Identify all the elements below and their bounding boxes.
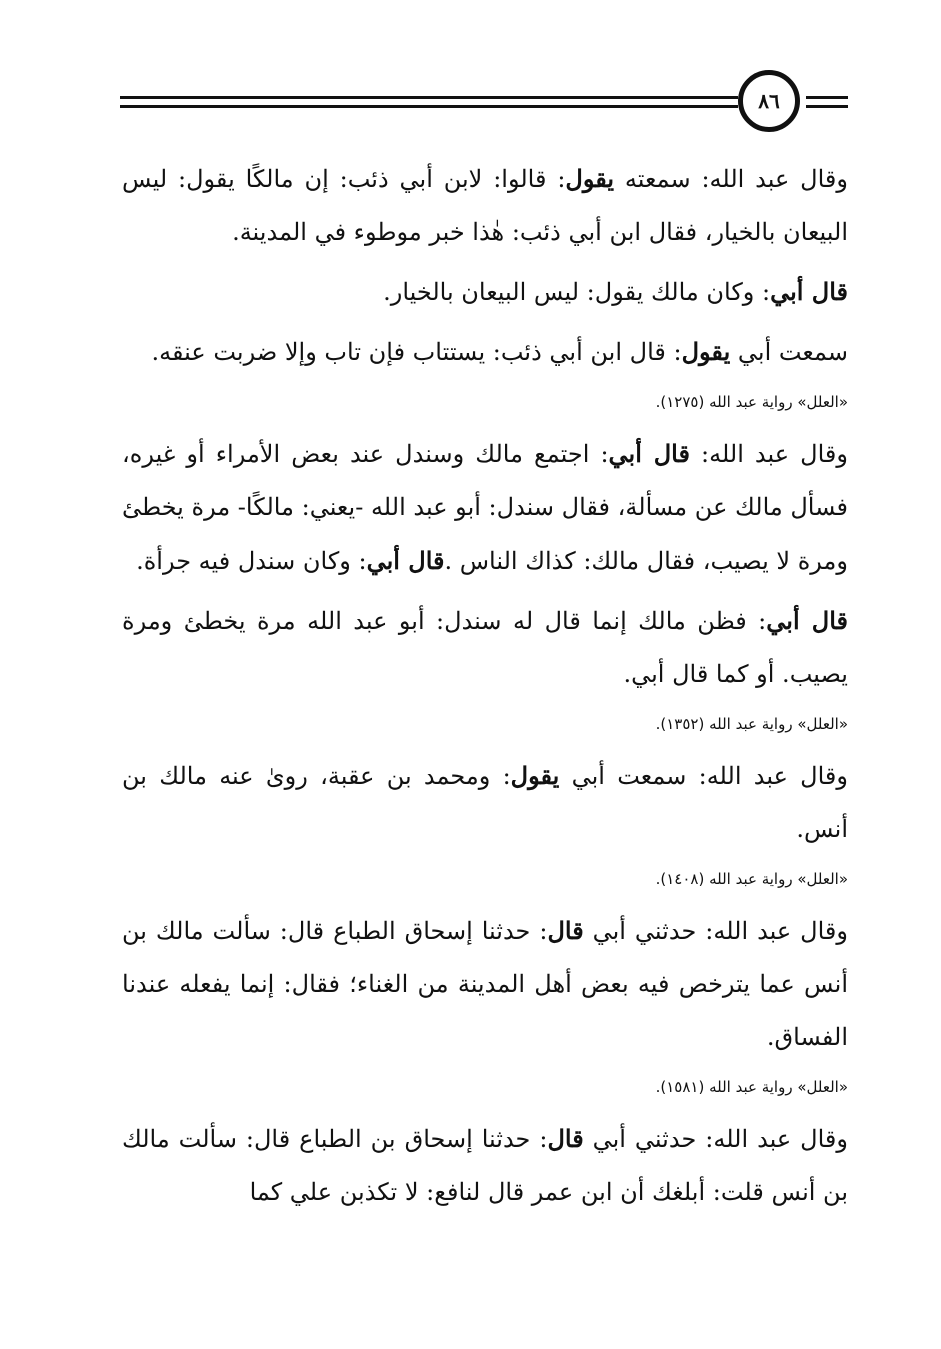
page-number: ٨٦	[738, 70, 800, 132]
header-rule	[120, 96, 738, 99]
paragraph: قال أبي: وكان مالك يقول: ليس البيعان بالخيار.	[383, 277, 848, 306]
source-reference: «العلل» رواية عبد الله (١٢٧٥).	[655, 393, 848, 411]
paragraph: وقال عبد الله: سمعت أبي يقول: ومحمد بن عقبة، روىٰ عنه مالك بن أنس.	[122, 761, 848, 843]
paragraph: وقال عبد الله: حدثني أبي قال: حدثنا إسحاق بن الطباع قال: سألت مالك بن أنس قلت: أبلغك أن ابن عمر قال لنافع: لا تكذبن علي كما	[122, 1124, 848, 1206]
paragraph: قال أبي: فظن مالك إنما قال له سندل: أبو عبد الله مرة يخطئ ومرة يصيب. أو كما قال أبي.	[122, 606, 848, 688]
paragraph: وقال عبد الله: سمعته يقول: قالوا: لابن أبي ذئب: إن مالكًا يقول: ليس البيعان بالخيار، فقال ابن أبي ذئب: هٰذا خبر موطوء في المدينة.	[122, 164, 848, 246]
source-reference: «العلل» رواية عبد الله (١٤٠٨).	[655, 870, 848, 888]
page-header	[120, 70, 848, 134]
header-rule	[806, 96, 848, 99]
page-body	[122, 152, 848, 1225]
paragraph: وقال عبد الله: حدثني أبي قال: حدثنا إسحاق الطباع قال: سألت مالك بن أنس عما يترخص فيه بعض أهل المدينة من الغناء؛ فقال: إنما يفعله عندنا الفساق.	[122, 916, 848, 1051]
paragraph: وقال عبد الله: قال أبي: اجتمع مالك وسندل عند بعض الأمراء أو غيره، فسأل مالك عن مسألة، فقال سندل: أبو عبد الله -يعني: مالكًا- مرة يخطئ ومرة لا يصيب، فقال مالك: كذاك الناس .قال أبي: وكان سندل فيه جرأة.	[122, 439, 848, 575]
header-rule	[120, 105, 738, 108]
source-reference: «العلل» رواية عبد الله (١٥٨١).	[655, 1078, 848, 1096]
paragraph: سمعت أبي يقول: قال ابن أبي ذئب: يستتاب فإن تاب وإلا ضربت عنقه.	[151, 337, 848, 366]
header-rule	[806, 105, 848, 108]
source-reference: «العلل» رواية عبد الله (١٣٥٢).	[655, 715, 848, 733]
